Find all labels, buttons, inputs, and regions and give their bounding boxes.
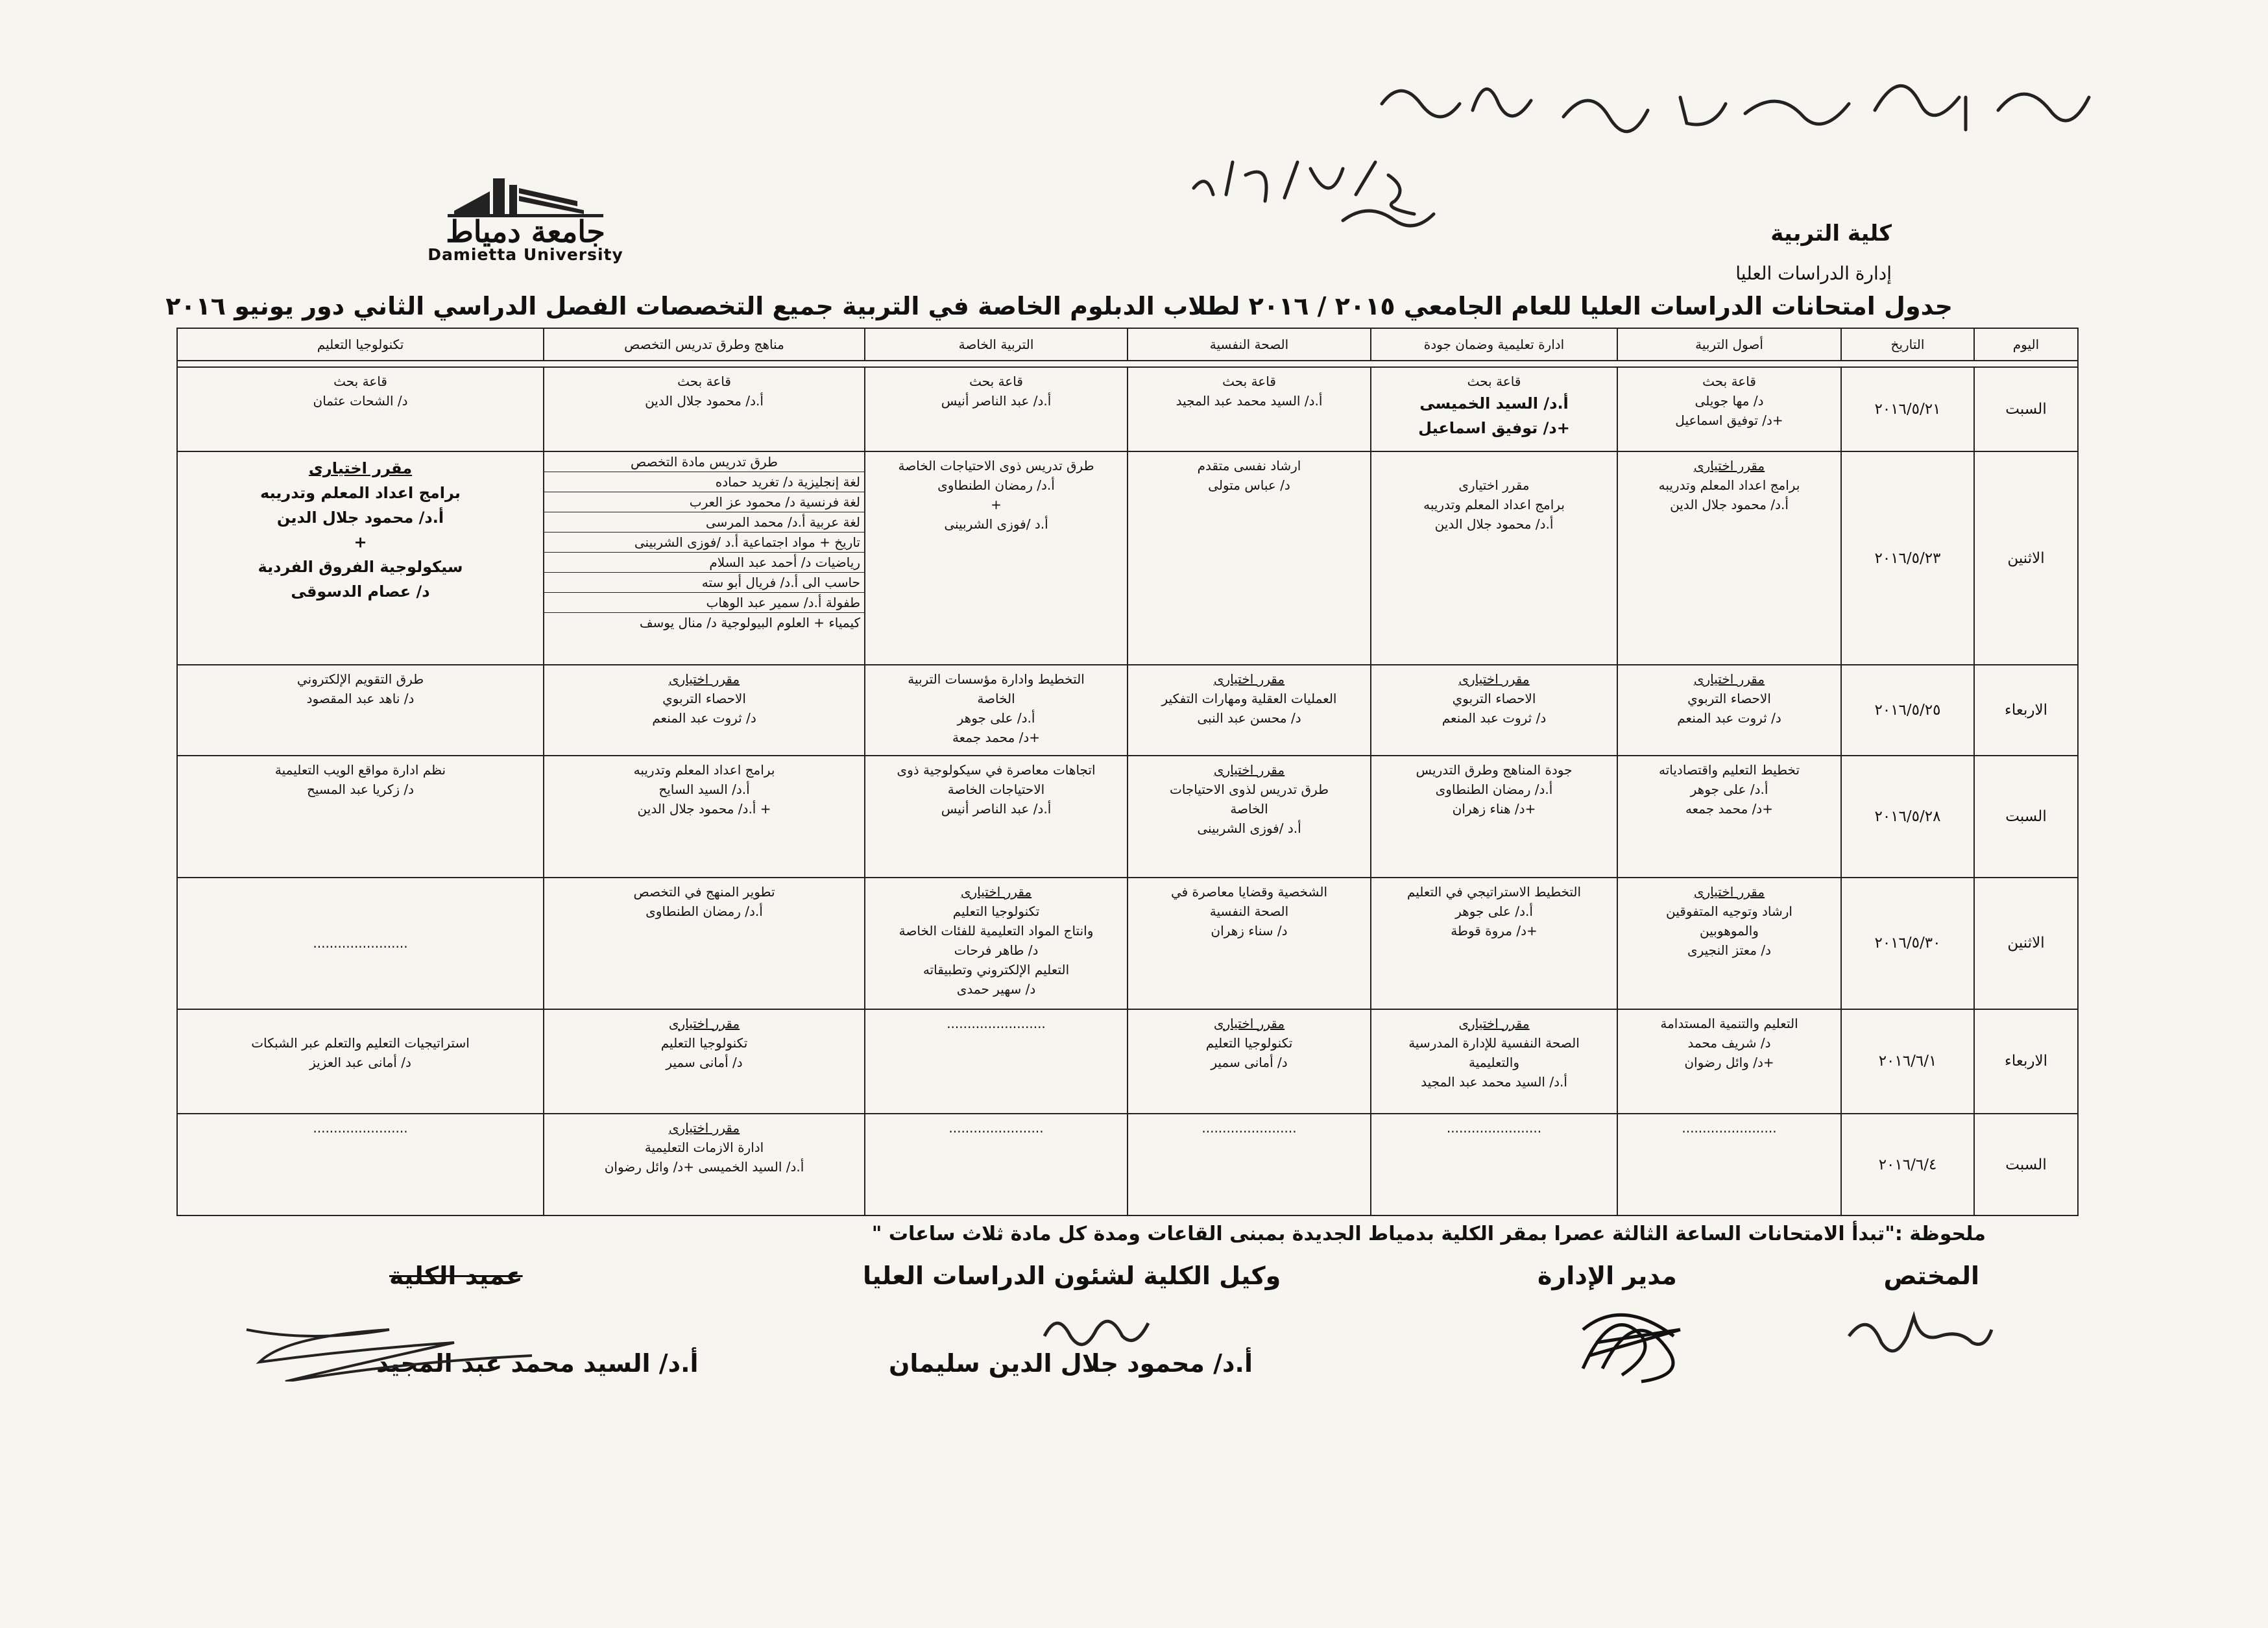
cell-line: د/ ثروت عبد المنعم [1442,710,1547,726]
dean-label: عميد الكلية [389,1262,523,1290]
day-cell: الاثنين [1974,878,2078,1009]
specialist-label: المختص [1883,1262,1979,1290]
exam-cell [544,878,865,1009]
cell-line: قاعة بحث [677,374,731,389]
cell-line: مقرر اختيارى [1213,1015,1285,1031]
cell-line: أ.د/ رمضان الطنطاوى [937,477,1055,494]
cell-line: مقرر اختيارى [1693,884,1765,900]
vice-dean-label: وكيل الكلية لشئون الدراسات العليا [863,1262,1281,1290]
subject-line: كيمياء + العلوم البيولوجية د/ منال يوسف [639,615,860,631]
day-cell: السبت [1974,756,2078,878]
exam-cell [1617,1114,1841,1215]
table-row [177,451,2078,665]
exam-time-note: ملحوظة :"تبدأ الامتحانات الساعة الثالثة عصرا بمقر الكلية بدمياط الجديدة بمبنى القاعات ومدة كل مادة ثلاث ساعات " [871,1223,1986,1245]
exam-cell [1371,1009,1617,1114]
cell-line: د/ عباس متولى [1208,477,1290,494]
cell-line: د/ أمانى عبد العزيز [309,1054,411,1070]
department-name: إدارة الدراسات العليا [1735,263,1892,284]
cell-line: الاحصاء التربوي [1687,691,1771,707]
cell-line: أ.د/ على جوهر [1455,904,1533,920]
table-row [177,665,2078,756]
subject-line: طفولة أ.د/ سمير عبد الوهاب [544,593,864,613]
cell-line: ارشاد وتوجيه المتفوقين [1666,904,1792,920]
cell-line: أ.د/ السيد الخميسى [1419,394,1569,413]
exam-cell [865,756,1128,878]
day-cell: الاربعاء [1974,665,2078,756]
cell-line: الاحصاء التربوي [1452,691,1536,707]
cell-line: ....................... [1446,1120,1542,1136]
cell-line: أ.د/ على جوهر [1690,782,1768,798]
date-cell: ٢٠١٦/٥/٣٠ [1841,878,1974,1009]
date-cell: ٢٠١٦/٦/١ [1841,1009,1974,1114]
table-row [177,1009,2078,1114]
subject-line: لغة عربية أ.د/ محمد المرسى [544,512,864,533]
exam-cell [1617,1009,1841,1114]
cell-line: قاعة بحث [1467,374,1521,389]
cell-line: أ.د/ السيد السايح [658,782,750,798]
cell-line: ....................... [313,1120,408,1136]
cell-line: أ.د/ رمضان الطنطاوى [645,904,763,920]
column-header: ادارة تعليمية وضمان جودة [1371,328,1617,361]
cell-line: طرق التقويم الإلكتروني [296,671,424,688]
subject-line: لغة فرنسية د/ محمود عز العرب [544,492,864,512]
table-row [177,367,2078,451]
logo-english-text: Damietta University [428,245,623,264]
cell-line: د/ أمانى سمير [666,1054,743,1070]
subject-line: لغة إنجليزية د/ تغريد حماده [544,472,864,492]
cell-line: د/ سناء زهران [1211,923,1288,939]
exam-cell [1617,665,1841,756]
exam-cell [177,451,544,665]
cell-line: +د/ توفيق اسماعيل [1418,419,1570,437]
cell-line: والتعليمية [1469,1054,1519,1070]
faculty-name: كلية التربية [1770,221,1892,246]
cell-line: + [354,533,367,552]
cell-line: مقرر اختيارى [668,671,740,688]
cell-line: أ.د /فوزى الشربينى [944,516,1048,533]
column-header: اليوم [1974,328,2078,361]
column-header: الصحة النفسية [1128,328,1371,361]
cell-line [1374,456,1614,475]
cell-line: أ.د/ عبد الناصر أنيس [941,393,1052,409]
cell-line: ....................... [313,935,408,952]
cell-line: تكنولوجيا التعليم [1205,1035,1293,1051]
subject-line: رياضيات د/ أحمد عبد السلام [544,553,864,573]
cell-line: قاعة بحث [1222,374,1276,389]
exam-cell [1128,1009,1371,1114]
cell-line: مقرر اختيارى [1693,671,1765,688]
cell-line: د/ محسن عبد النبى [1197,710,1301,726]
cell-line: أ.د/ رمضان الطنطاوى [1435,782,1553,798]
table-row [177,878,2078,1009]
day-cell: الاثنين [1974,451,2078,665]
date-cell: ٢٠١٦/٥/٢٨ [1841,756,1974,878]
exam-schedule-table [176,328,2079,1216]
cell-line: د/ ثروت عبد المنعم [1677,710,1781,726]
cell-line: قاعة بحث [969,374,1023,389]
exam-cell [865,1009,1128,1114]
header-separator [177,361,2078,367]
cell-line: والموهوبين [1700,923,1759,939]
cell-line: د/ سهير حمدى [956,981,1036,998]
exam-cell [1617,878,1841,1009]
cell-line: مقرر اختيارى [668,1120,740,1136]
specialist-signature [1842,1297,1998,1369]
cell-line: د/ طاهر فرحات [954,942,1039,959]
cell-line: برامج اعداد المعلم وتدريبه [1658,477,1800,494]
cell-line: ........................ [947,1015,1046,1031]
column-header: مناهج وطرق تدريس التخصص [544,328,865,361]
exam-cell [865,367,1128,451]
exam-cell [544,1114,865,1215]
exam-cell [1617,367,1841,451]
day-cell: الاربعاء [1974,1009,2078,1114]
cell-line: ارشاد نفسى متقدم [1197,458,1301,474]
column-header: التاريخ [1841,328,1974,361]
schedule-title: جدول امتحانات الدراسات العليا للعام الجامعي ٢٠١٥ / ٢٠١٦ لطلاب الدبلوم الخاصة في التربية جميع التخصصات الفصل الدراسي الثاني دور يونيو ٢٠١٦ [165,292,1953,320]
cell-line: مقرر اختيارى [1213,762,1285,778]
exam-cell [865,665,1128,756]
cell-line: أ.د/ عبد الناصر أنيس [941,801,1052,817]
cell-line: قاعة بحث [1702,374,1756,389]
vice-dean-name: أ.د/ محمود جلال الدين سليمان [889,1349,1253,1378]
exam-cell [177,665,544,756]
column-header: التربية الخاصة [865,328,1128,361]
table-row [177,756,2078,878]
date-cell: ٢٠١٦/٥/٢١ [1841,367,1974,451]
cell-line: مقرر اختيارى [960,884,1032,900]
exam-cell [177,367,544,451]
cell-line: +د/ وائل رضوان [1684,1054,1774,1070]
cell-line: +د/ مروة قوطة [1451,923,1538,939]
cell-line: +د/ محمد جمعه [1685,801,1774,817]
subject-line: تاريخ + مواد اجتماعية أ.د /فوزى الشربينى [544,533,864,553]
exam-cell [1371,878,1617,1009]
cell-line: تكنولوجيا التعليم [952,904,1040,920]
cell-line: ....................... [948,1120,1044,1136]
exam-cell [177,878,544,1009]
dean-name: أ.د/ السيد محمد عبد المجيد [376,1349,699,1378]
exam-cell [1371,665,1617,756]
exam-cell [1617,756,1841,878]
cell-line: ....................... [1682,1120,1777,1136]
subject-line: حاسب الى أ.د/ فريال أبو سته [544,573,864,593]
handwritten-date [1181,149,1453,233]
cell-line: تكنولوجيا التعليم [660,1035,748,1051]
cell-line: الاحصاء التربوي [662,691,746,707]
exam-cell [865,1114,1128,1215]
cell-line: مقرر اختيارى [668,1015,740,1031]
cell-line: +د/ هناء زهران [1452,801,1536,817]
cell-line: برامج اعداد المعلم وتدريبه [260,484,461,503]
exam-cell [1128,451,1371,665]
exam-cell [1128,1114,1371,1215]
cell-line: برامج اعداد المعلم وتدريبه [1423,497,1565,513]
cell-line: + [991,497,1002,513]
cell-line: التخطيط الاستراتيجي في التعليم [1406,884,1582,900]
exam-cell [177,1009,544,1114]
cell-line: طرق تدريس لذوى الاحتياجات [1169,782,1329,798]
cell-line: مقرر اختيارى [308,459,413,478]
cell-line: الشخصية وقضايا معاصرة في [1170,884,1328,900]
cell-line: أ.د/ السيد الخميسى +د/ وائل رضوان [604,1159,804,1175]
cell-line: أ.د/ محمود جلال الدين [1434,516,1554,533]
exam-cell [1371,1114,1617,1215]
cell-line: ادارة الازمات التعليمية [644,1140,764,1156]
cell-line: الصحة النفسية [1209,904,1289,920]
cell-line: اتجاهات معاصرة في سيكولوجية ذوى [897,762,1096,778]
cell-line: العمليات العقلية ومهارات التفكير [1161,691,1337,707]
cell-line: سيكولوجية الفروق الفردية [258,558,463,577]
cell-line: د/ ثروت عبد المنعم [652,710,756,726]
exam-cell-subjects [544,451,865,665]
cell-line: أ.د/ محمود جلال الدين [276,509,444,527]
cell-line: د/ الشحات عثمان [313,393,408,409]
cell-line: أ.د/ السيد محمد عبد المجيد [1176,393,1323,409]
exam-cell [544,1009,865,1114]
cell-line: د/ مها جويلى [1695,393,1764,409]
cell-line: د/ ناهد عبد المقصود [306,691,415,707]
cell-line: + أ.د/ محمود جلال الدين [637,801,771,817]
day-cell: السبت [1974,367,2078,451]
admin-manager-signature [1570,1291,1700,1388]
cell-line: مقرر اختيارى [1693,458,1765,474]
exam-cell [1371,756,1617,878]
column-header: تكنولوجيا التعليم [177,328,544,361]
exam-cell [1128,665,1371,756]
cell-line: أ.د/ محمود جلال الدين [1670,497,1789,513]
cell-line: تطوير المنهج في التخصص [633,884,775,900]
cell-line: د/ زكريا عبد المسيح [306,782,415,798]
cell-line: +د/ توفيق اسماعيل [1675,413,1783,428]
cell-line: د/ أمانى سمير [1211,1054,1288,1070]
admin-manager-label: مدير الإدارة [1538,1262,1677,1290]
column-header: أصول التربية [1617,328,1841,361]
date-cell: ٢٠١٦/٥/٢٥ [1841,665,1974,756]
day-cell: السبت [1974,1114,2078,1215]
cell-line: نظم ادارة مواقع الويب التعليمية [274,762,446,778]
cell-line: استراتيجيات التعليم والتعلم عبر الشبكات [251,1035,470,1051]
vice-dean-signature [1038,1304,1155,1349]
damietta-university-logo [389,175,662,272]
cell-line: طرق تدريس ذوى الاحتياجات الخاصة [898,458,1094,474]
cell-line: أ.د /فوزى الشربينى [1197,820,1301,837]
cell-line: وانتاج المواد التعليمية للفئات الخاصة [899,923,1094,939]
cell-line: د/ معتز النجيرى [1687,942,1772,959]
cell-line: تخطيط التعليم واقتصادياته [1658,762,1800,778]
cell-line: أ.د/ محمود جلال الدين [645,393,764,409]
exam-cell [544,665,865,756]
date-cell: ٢٠١٦/٦/٤ [1841,1114,1974,1215]
date-cell: ٢٠١٦/٥/٢٣ [1841,451,1974,665]
exam-cell [1617,451,1841,665]
dean-signature [234,1304,532,1382]
exam-cell [1128,367,1371,451]
exam-cell [865,878,1128,1009]
cell-line: الخاصة [1230,801,1268,817]
cell-line: أ.د/ السيد محمد عبد المجيد [1421,1073,1567,1090]
exam-cell [177,1114,544,1215]
cell-line: التخطيط وادارة مؤسسات التربية [908,671,1085,688]
cell-line: الخاصة [977,691,1015,707]
exam-cell [865,451,1128,665]
subject-line: طرق تدريس مادة التخصص [544,452,864,472]
exam-cell [544,756,865,878]
exam-cell [1371,367,1617,451]
cell-line: التعليم والتنمية المستدامة [1660,1015,1798,1031]
cell-line: مقرر اختيارى [1213,671,1285,688]
handwritten-final-version-note [1356,58,2102,156]
cell-line: أ.د/ على جوهر [957,710,1035,726]
cell-line: د/ عصام الدسوقى [291,582,430,601]
cell-line: التعليم الإلكتروني وتطبيقاته [923,962,1070,978]
cell-line: مقرر اختيارى [1458,1015,1530,1031]
exam-cell [544,367,865,451]
cell-line: الاحتياجات الخاصة [947,782,1045,798]
table-row [177,1114,2078,1215]
exam-cell [1128,756,1371,878]
table-header-row [177,328,2078,361]
cell-line: الصحة النفسية للإدارة المدرسية [1408,1035,1580,1051]
cell-line: د/ شريف محمد [1687,1035,1771,1051]
cell-line: جودة المناهج وطرق التدريس [1416,762,1573,778]
logo-arabic-text: جامعة دمياط [446,214,605,249]
cell-line [180,1014,540,1033]
cell-line: مقرر اختيارى [1458,477,1530,494]
exam-cell [177,756,544,878]
cell-line: قاعة بحث [333,374,387,389]
exam-cell [1128,878,1371,1009]
cell-line: برامج اعداد المعلم وتدريبه [633,762,775,778]
cell-line: +د/ محمد جمعة [952,730,1041,746]
exam-cell [1371,451,1617,665]
cell-line: ....................... [1201,1120,1297,1136]
cell-line: مقرر اختيارى [1458,671,1530,688]
